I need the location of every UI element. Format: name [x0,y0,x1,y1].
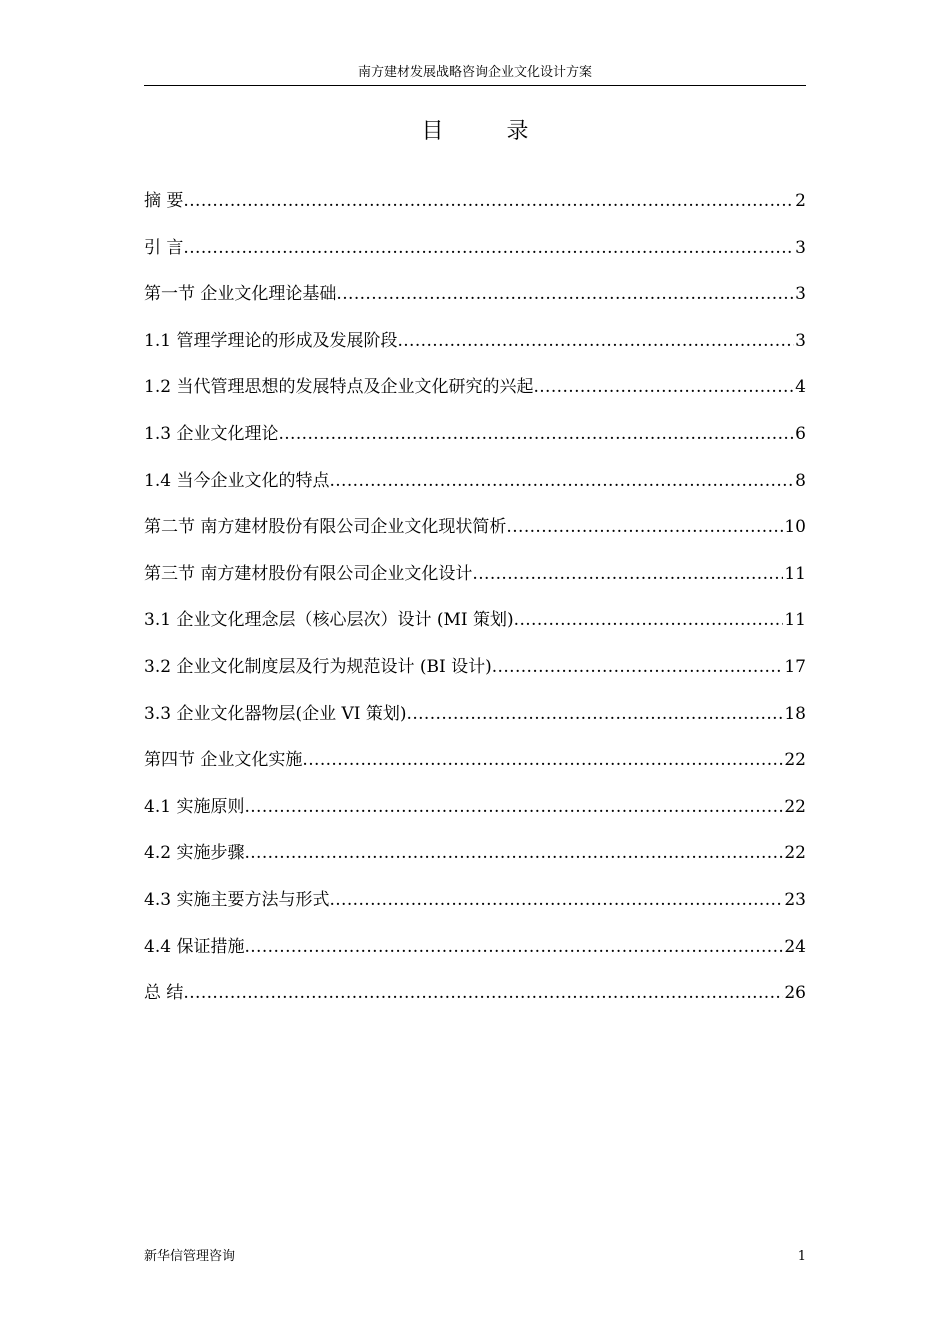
toc-entry-label: 摘 要 [144,191,184,211]
toc-entry[interactable] [144,466,806,513]
toc-title: 目 录 [421,119,557,144]
toc-entry-page: 18 [784,703,806,724]
toc-leader-dots [183,186,794,216]
header-rule [144,85,806,86]
toc-leader-dots [244,792,783,822]
toc-entry-page: 22 [784,843,806,864]
toc-entry[interactable] [144,978,806,1025]
toc-entry-label: 3.1 企业文化理念层（核心层次）设计 (MI 策划) [144,610,514,631]
toc-leader-dots [514,605,784,635]
toc-leader-dots [533,372,794,402]
toc-entry[interactable] [144,233,806,280]
toc-entry-page: 26 [784,983,806,1004]
toc-entry-page: 3 [795,330,806,351]
toc-leader-dots [278,419,794,449]
toc-leader-dots [302,745,783,775]
toc-entry[interactable] [144,419,806,466]
toc-entry-page: 22 [784,796,806,817]
toc-entry[interactable] [144,186,806,233]
toc-entry-page: 6 [795,423,806,444]
toc-leader-dots [472,559,783,589]
toc-entry-label: 总 结 [144,983,184,1004]
toc-entry[interactable] [144,745,806,792]
toc-leader-dots [183,978,783,1008]
toc-entry[interactable] [144,372,806,419]
toc-entry-page: 24 [784,936,806,957]
toc-entry-page: 2 [795,191,806,211]
toc-entry[interactable] [144,652,806,699]
toc-entry-label: 1.1 管理学理论的形成及发展阶段 [144,330,398,351]
footer-publisher: 新华信管理咨询 [144,1249,236,1264]
toc-entry[interactable] [144,559,806,606]
toc-leader-dots [183,233,794,263]
toc-entry-label: 1.3 企业文化理论 [144,423,279,444]
toc-entry-label: 3.3 企业文化器物层(企业 VI 策划) [144,703,407,724]
toc-leader-dots [329,885,783,915]
toc-entry[interactable] [144,838,806,885]
toc-entry-label: 第二节 南方建材股份有限公司企业文化现状简析 [144,517,507,538]
toc-entry-page: 8 [795,470,806,491]
toc-entry-label: 引 言 [144,237,184,258]
toc-entry-page: 4 [795,377,806,398]
toc-entry-page: 10 [784,517,806,538]
toc-entry-page: 11 [784,610,806,631]
toc-entry-page: 3 [795,284,806,305]
toc-entry[interactable] [144,792,806,839]
toc-leader-dots [397,326,794,356]
toc-entry[interactable] [144,512,806,559]
toc-leader-dots [244,932,783,962]
toc-entry-label: 4.2 实施步骤 [144,843,245,864]
toc-entry[interactable] [144,932,806,979]
toc-entry-label: 1.4 当今企业文化的特点 [144,470,330,491]
toc-entry-label: 第四节 企业文化实施 [144,750,303,771]
toc-entry[interactable] [144,699,806,746]
toc-entry-page: 11 [784,563,806,584]
toc-leader-dots [407,699,784,729]
toc-entry-page: 3 [795,237,806,258]
toc-leader-dots [336,279,794,309]
toc-leader-dots [492,652,784,682]
toc-entry-label: 4.1 实施原则 [144,796,245,817]
toc-list [144,186,806,1025]
toc-entry-page: 22 [784,750,806,771]
toc-entry[interactable] [144,605,806,652]
footer-page-number: 1 [797,1249,806,1264]
toc-entry-label: 4.3 实施主要方法与形式 [144,889,330,910]
toc-leader-dots [244,838,783,868]
running-header: 南方建材发展战略咨询企业文化设计方案 [357,65,592,80]
toc-entry[interactable] [144,279,806,326]
toc-leader-dots [329,466,794,496]
toc-entry-label: 第一节 企业文化理论基础 [144,284,337,305]
toc-entry-label: 4.4 保证措施 [144,936,245,957]
toc-entry-label: 1.2 当代管理思想的发展特点及企业文化研究的兴起 [144,377,534,398]
toc-entry-label: 第三节 南方建材股份有限公司企业文化设计 [144,563,473,584]
toc-entry-label: 3.2 企业文化制度层及行为规范设计 (BI 设计) [144,656,492,677]
toc-entry-page: 23 [784,889,806,910]
toc-entry[interactable] [144,326,806,373]
toc-entry[interactable] [144,885,806,932]
toc-entry-page: 17 [784,656,806,677]
toc-leader-dots [506,512,783,542]
